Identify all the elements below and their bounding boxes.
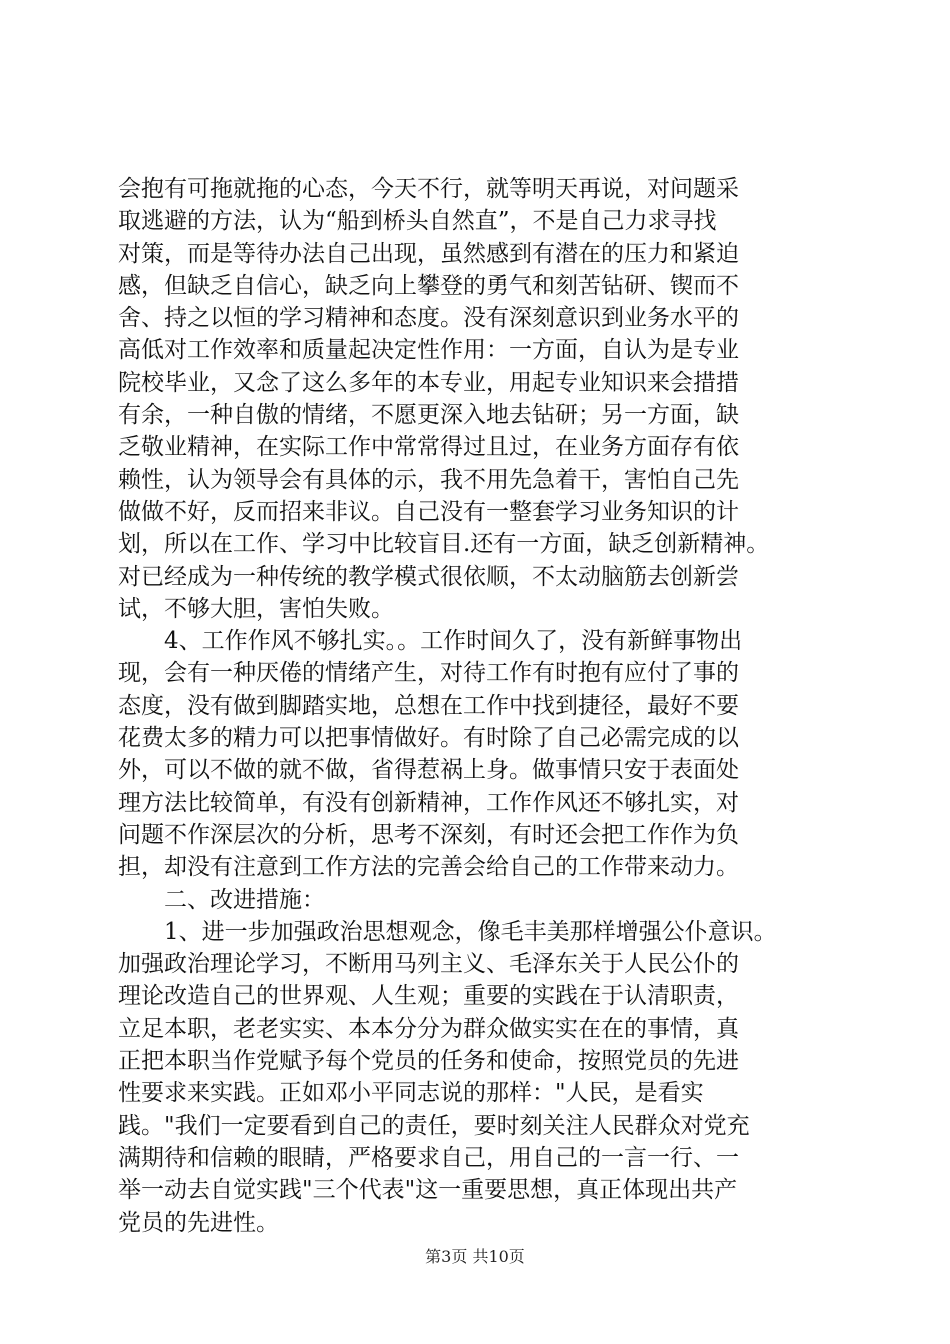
text-line: 赖性，认为领导会有具体的示，我不用先急着干，害怕自己先 [118,466,739,493]
text-line: 现，会有一种厌倦的情绪产生，对待工作有时抱有应付了事的 [118,660,739,687]
text-line: 会抱有可拖就拖的心态，今天不行，就等明天再说，对问题采 [118,176,739,202]
text-line: 乏敬业精神，在实际工作中常常得过且过，在业务方面存有依 [118,434,739,461]
text-line: 加强政治理论学习，不断用马列主义、毛泽东关于人民公仆的 [118,951,739,978]
text-line: 立足本职，老老实实、本本分分为群众做实实在在的事情，真 [118,1015,739,1042]
text-line: 党员的先进性。 [118,1209,279,1236]
section-heading-1: 1、进一步加强政治思想观念，像毛丰美那样增强公仆意识。 [164,918,777,945]
text-line: 感，但缺乏自信心，缺乏向上攀登的勇气和刻苦钻研、锲而不 [118,272,739,299]
body-text [118,173,833,1239]
text-line: 问题不作深层次的分析，思考不深刻，有时还会把工作作为负 [118,821,739,848]
text-line: 对已经成为一种传统的教学模式很依顺，不太动脑筋去创新尝 [118,563,739,590]
page-number-footer: 第3页 共10页 [425,1247,525,1266]
text-line: 正把本职当作党赋予每个党员的任务和使命，按照党员的先进 [118,1048,739,1075]
text-line: 划，所以在工作、学习中比较盲目.还有一方面，缺乏创新精神。 [118,531,770,558]
text-line: 性要求来实践。正如邓小平同志说的那样："人民，是看实 [118,1080,704,1107]
text-line: 做做不好，反而招来非议。自己没有一整套学习业务知识的计 [118,498,739,525]
text-line: 试，不够大胆，害怕失败。 [118,595,394,622]
text-line: 花费太多的精力可以把事情做好。有时除了自己必需完成的以 [118,725,739,752]
text-line: 舍、持之以恒的学习精神和态度。没有深刻意识到业务水平的 [118,305,739,332]
text-line: 高低对工作效率和质量起决定性作用：一方面，自认为是专业 [118,337,739,364]
text-line: 取逃避的方法，认为“船到桥头自然直”，不是自己力求寻找 [118,208,717,235]
text-line: 理论改造自己的世界观、人生观；重要的实践在于认清职责， [118,983,739,1010]
text-line: 担，却没有注意到工作方法的完善会给自己的工作带来动力。 [118,854,739,881]
text-line: 践。"我们一定要看到自己的责任，要时刻关注人民群众对党充 [118,1112,750,1139]
text-line: 举一动去自觉实践"三个代表"这一重要思想，真正体现出共产 [118,1177,738,1204]
text-line: 态度，没有做到脚踏实地，总想在工作中找到捷径，最好不要 [118,692,739,719]
text-line: 理方法比较简单，有没有创新精神，工作作风还不够扎实，对 [118,789,739,816]
text-line: 满期待和信赖的眼睛，严格要求自己，用自己的一言一行、一 [118,1144,739,1171]
text-line: 对策，而是等待办法自己出现，虽然感到有潜在的压力和紧迫 [118,240,739,267]
text-line: 有余，一种自傲的情绪，不愿更深入地去钻研；另一方面，缺 [118,402,739,429]
section-heading-4: 4、工作作风不够扎实。。工作时间久了，没有新鲜事物出 [164,628,743,655]
text-line: 外，可以不做的就不做，省得惹祸上身。做事情只安于表面处 [118,757,739,784]
text-line: 院校毕业，又念了这么多年的本专业，用起专业知识来会措措 [118,369,739,396]
section-heading-improvements: 二、改进措施： [164,886,325,913]
